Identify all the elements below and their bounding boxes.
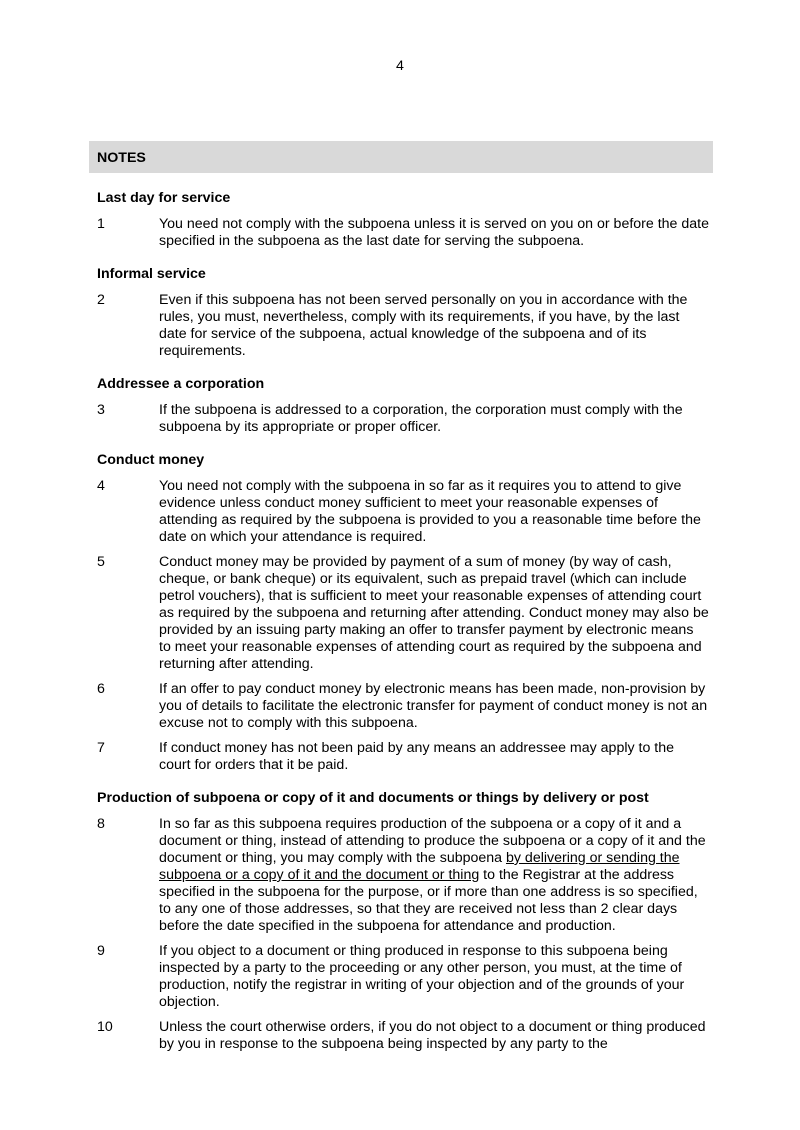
- section-heading: Conduct money: [97, 452, 205, 468]
- note-paragraph: [97, 292, 709, 360]
- page-number: 4: [396, 58, 404, 74]
- note-number: 5: [97, 554, 105, 570]
- note-paragraph: [97, 740, 709, 774]
- section-heading: Informal service: [97, 266, 206, 282]
- section-heading: Last day for service: [97, 190, 231, 206]
- note-paragraph: [97, 681, 709, 732]
- note-number: 6: [97, 681, 105, 697]
- note-paragraph: [97, 216, 709, 250]
- note-number: 3: [97, 402, 105, 418]
- note-text-part: to the Registrar at the address specified in the subpoena for the purpose, or if more than one address is so specified, to any one of those addresses, so that they are received not less than 2 clear days before the date specified in the subpoena for attendance and production.: [159, 867, 698, 934]
- note-paragraph: [97, 478, 709, 546]
- note-text: If an offer to pay conduct money by electronic means has been made, non-provision by you of details to facilitate the electronic transfer for payment of conduct money is not an excuse not to comply with this subpoena.: [159, 681, 708, 731]
- note-number: 7: [97, 740, 105, 756]
- note-text: If you object to a document or thing produced in response to this subpoena being inspected by a party to the proceeding or any other person, you must, at the time of production, notify the registrar in writing of your objection and of the grounds of your objection.: [159, 943, 685, 1010]
- note-text: [159, 816, 709, 935]
- note-text: Unless the court otherwise orders, if you do not object to a document or thing produced by you in response to the subpoena being inspected by any party to the: [159, 1019, 706, 1052]
- note-paragraph: [97, 816, 709, 935]
- note-paragraph: [97, 1019, 709, 1053]
- note-text: If the subpoena is addressed to a corporation, the corporation must comply with the subpoena by its appropriate or proper officer.: [159, 402, 683, 435]
- note-text: If conduct money has not been paid by any means an addressee may apply to the court for orders that it be paid.: [159, 740, 675, 773]
- notes-header-bar: [89, 141, 713, 173]
- note-text: Conduct money may be provided by payment of a sum of money (by way of cash, cheque, or bank cheque) or its equivalent, such as prepaid travel (which can include petrol vouchers), that is sufficient to meet your reasonable expenses of attending court as required by the subpoena and returning after attending. Conduct money may also be provided by an issuing party making an offer to transfer payment by electronic means to meet your reasonable expenses of attending court as required by the subpoena and returning after attending.: [159, 554, 709, 672]
- section-heading: Addressee a corporation: [97, 376, 265, 392]
- notes-title: NOTES: [97, 150, 146, 166]
- note-paragraph: [97, 943, 709, 1011]
- underlined-text: by delivering or sending the subpoena or a copy of it and the document or thing: [159, 850, 680, 883]
- note-text: Even if this subpoena has not been served personally on you in accordance with the rules, you must, nevertheless, comply with its requirements, if you have, by the last date for service of the subpoena, actual knowledge of the subpoena and of its requirements.: [159, 292, 688, 359]
- note-paragraph: [97, 402, 709, 436]
- section-heading: Production of subpoena or copy of it and documents or things by delivery or post: [97, 790, 649, 806]
- note-paragraph: [97, 554, 709, 673]
- note-text: You need not comply with the subpoena unless it is served on you on or before the date specified in the subpoena as the last date for serving the subpoena.: [159, 216, 709, 249]
- note-number: 1: [97, 216, 105, 232]
- note-number: 9: [97, 943, 105, 959]
- notes-content: [97, 190, 709, 1061]
- note-number: 8: [97, 816, 105, 832]
- note-text-part: In so far as this subpoena requires production of the subpoena or a copy of it and a document or thing, instead of attending to produce the subpoena or a copy of it and the document or thing, you may comply with the subpoena: [159, 816, 706, 866]
- note-number: 4: [97, 478, 105, 494]
- note-text: You need not comply with the subpoena in so far as it requires you to attend to give evidence unless conduct money sufficient to meet your reasonable expenses of attending as required by the subpoena is provided to you a reasonable time before the date on which your attendance is required.: [159, 478, 701, 545]
- note-number: 10: [97, 1019, 113, 1035]
- note-number: 2: [97, 292, 105, 308]
